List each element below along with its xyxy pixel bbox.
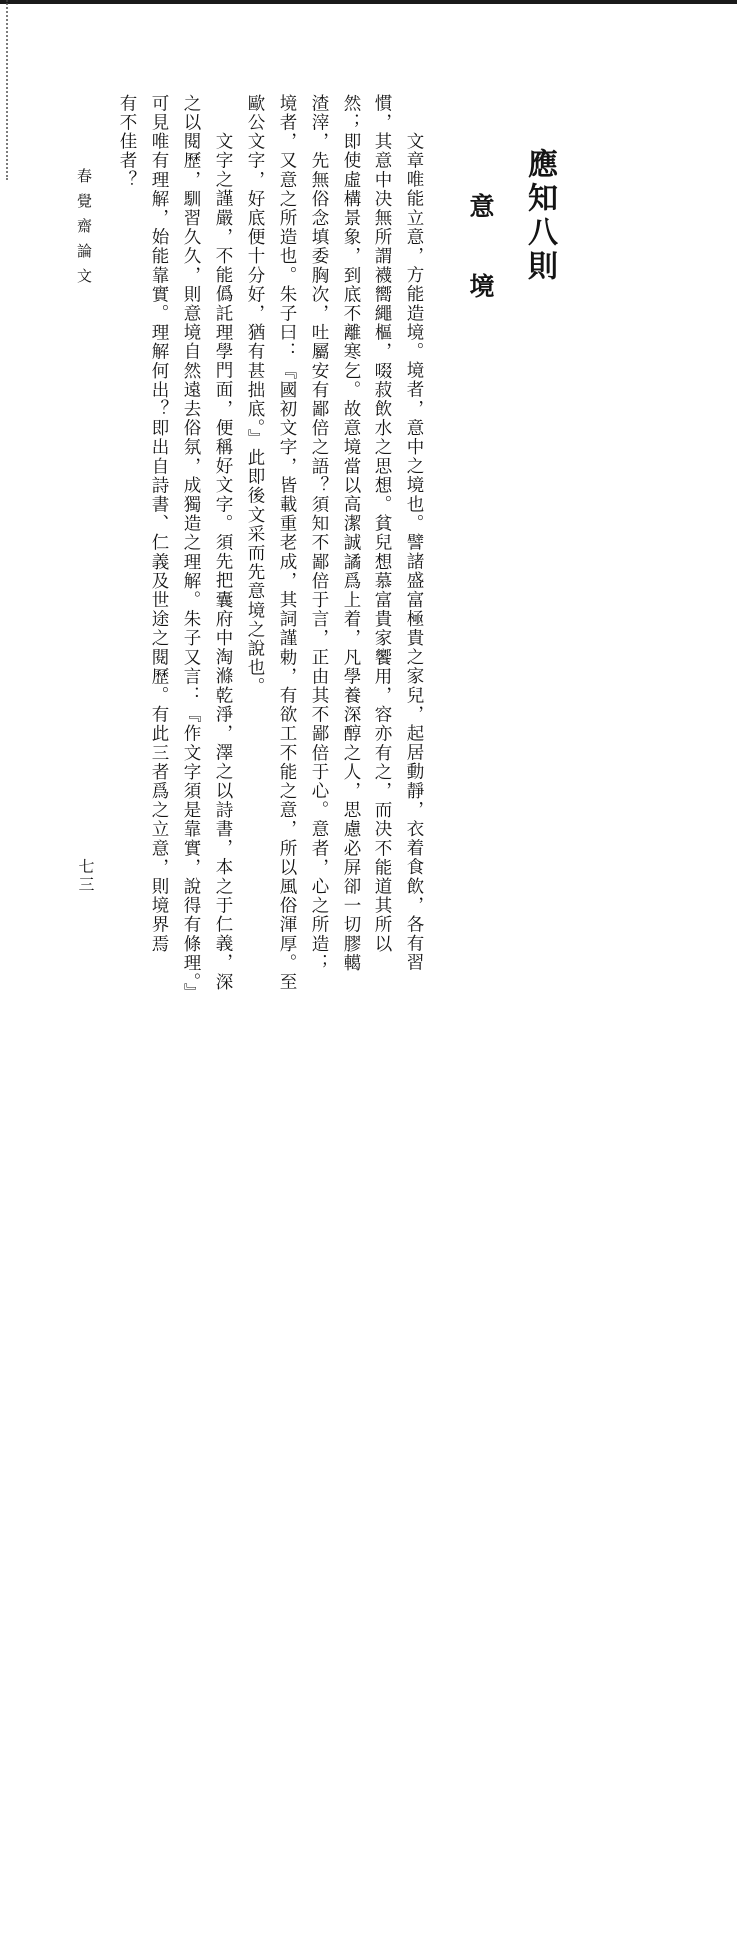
book-title-footer: 春覺齋論文 [75, 168, 93, 293]
section-heading [462, 0, 498, 1272]
text-line: 文字之謹嚴，不能僞託理學門面，便稱好文字。須先把囊府中淘滌乾淨，澤之以詩書，本之于仁義，深 [213, 132, 233, 992]
section-heading-char-2: 境 [466, 273, 495, 298]
text-line: 境者，又意之所造也。朱子曰：『國初文字，皆載重老成，其詞謹勅，有欲工不能之意，所以風俗渾厚。至 [277, 94, 297, 992]
scan-edge-mark [6, 0, 11, 180]
text-line: 文章唯能立意，方能造境。境者，意中之境也。譬諸盛富極貴之家兒，起居動靜，衣着食飲，各有習 [404, 132, 424, 973]
text-line: 可見唯有理解，始能靠實。理解何出？即出自詩書、仁義及世途之閱歷。有此三者爲之立意，則境界焉 [149, 94, 169, 954]
text-line: 渣滓，先無俗念填委胸次，吐屬安有鄙倍之語？須知不鄙倍于言，正由其不鄙倍于心。意者，心之所造； [309, 94, 329, 973]
text-line: 之以閱歷，馴習久久，則意境自然遠去俗氛，成獨造之理解。朱子又言：『作文字須是靠實，說得有條理。』 [181, 94, 201, 1003]
text-line: 然；即使虛構景象，到底不離寒乞。故意境當以高潔誠譎爲上着，凡學養深醇之人，思慮必屏卻一切膠轕 [341, 94, 361, 973]
text-line: 有不佳者？ [117, 94, 137, 190]
text-line: 慣，其意中决無所謂襪嚮繩樞，啜菽飲水之思想。貧兒想慕富貴家饗用，容亦有之，而决不能道其所以 [372, 94, 392, 954]
top-border-rule [0, 0, 737, 4]
page-number: 七三 [76, 858, 95, 894]
section-heading-char-1: 意 [466, 193, 495, 218]
text-line: 歐公文字，好底便十分好，猶有甚拙底。』此即後文采而先意境之說也。 [245, 94, 265, 697]
page-title: 應知八則 [522, 148, 557, 284]
